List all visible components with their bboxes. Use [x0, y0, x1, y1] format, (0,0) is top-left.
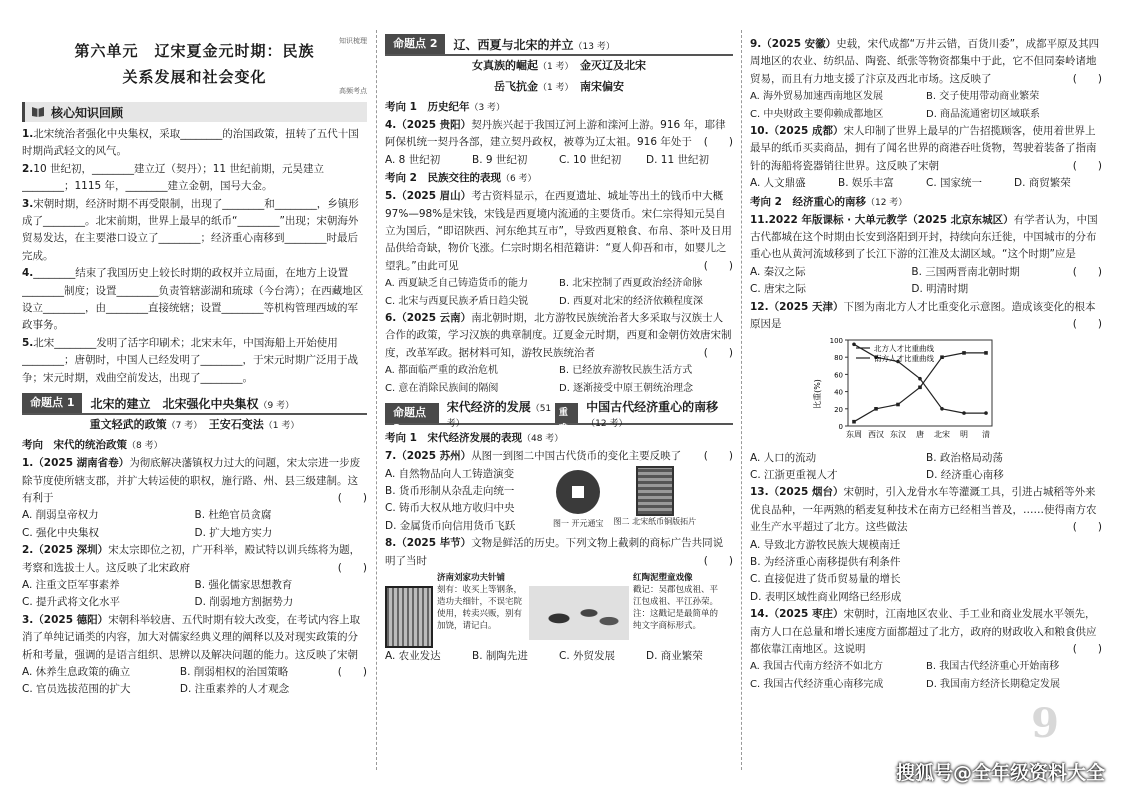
- option[interactable]: D. 我国南方经济长期稳定发展: [926, 678, 1061, 690]
- option[interactable]: B. 货币形制从杂乱走向统一: [385, 484, 515, 497]
- option[interactable]: A. 我国古代南方经济不如北方: [750, 661, 884, 673]
- option[interactable]: B. 制陶先进: [472, 649, 528, 662]
- option[interactable]: C. 外贸发展: [559, 649, 616, 662]
- topic3-title2: 中国古代经济重心的南移（12 考）: [586, 399, 719, 429]
- question-3: 3.（2025 德阳）宋朝科举较唐、五代时期有较大改变，在考试内容上取消了单纯记诵类的内容，加大对儒家经典义理的阐释以及对现实政策的分析和考量，强调的是语言组织、思辨以及解决问题的能力。这反映了宋朝 ( ): [22, 613, 367, 678]
- column-divider: [741, 30, 742, 770]
- option[interactable]: C. 直接促进了货币贸易量的增长: [750, 573, 901, 586]
- key-review-item: 3.宋朝时期，经济时期不再受限制，出现了________和________，乡镇形成了________。北宋前期，世界上最早的纸币“________”出现；宋朝海外贸易发达，在主要港口设立了________；经济重心南移到________时最后完成。: [22, 197, 359, 262]
- option[interactable]: A. 8 世纪初: [385, 153, 441, 166]
- clay-figurines-image: [529, 586, 629, 640]
- topic2-subtitles-2: 岳飞抗金（1 考） 南宋偏安: [493, 80, 625, 93]
- topic2-badge: 命题点 2: [385, 34, 445, 54]
- question-10: 10.（2025 成都）宋人印制了世界上最早的广告招揽顾客，使用着世界上最早的纸币买卖商品，拥有了闻名世界的商港吞吐货物，驾驶着装备了指南针的海船将瓷器销往世界。这反映了宋朝 ( ): [750, 125, 1102, 172]
- data-point: [896, 402, 900, 406]
- question-11-options: [750, 264, 1073, 299]
- material-2: 红陶泥塑童戏像 戳记：吴郡包成祖、平江包成祖、平江孙荣。注：这戳记是最简单的纯文字商标形式。: [633, 572, 719, 631]
- x-tick-label: 东周: [846, 429, 862, 439]
- unit-tag-bottom: 高频考点: [339, 87, 367, 95]
- data-point: [940, 355, 944, 359]
- topic2-subtitles-1: 女真族的崛起（1 考） 金灭辽及北宋: [471, 59, 647, 72]
- option[interactable]: A. 注重文臣军事素养: [22, 578, 120, 591]
- key-review-label: 核心知识回顾: [51, 105, 124, 120]
- question-6: 6.（2025 云南）南北朝时期，北方游牧民族统治者大多采取与汉族士人合作的政策，学习汉族的典章制度。辽夏金元时期，西夏和金朝仿效唐宋制度，改革军政。据材料可知，游牧民族统治者 ( ): [385, 312, 733, 359]
- y-tick-label: 40: [834, 388, 843, 397]
- option[interactable]: A. 导致北方游牧民族大规模南迁: [750, 538, 901, 551]
- kaiyuan-coin-image: [556, 470, 600, 514]
- topic3-direction-2: 考向 2 经济重心的南移（12 考）: [750, 195, 908, 208]
- middle-column: [385, 0, 733, 793]
- left-column: [22, 0, 367, 793]
- topic1-badge: 命题点 1: [22, 393, 82, 413]
- data-point: [984, 351, 988, 355]
- x-tick-label: 西汉: [868, 429, 884, 439]
- data-point: [962, 411, 966, 415]
- option[interactable]: C. 官员选拔范围的扩大: [22, 683, 131, 696]
- needle-shop-plate-image: [385, 586, 433, 648]
- option[interactable]: D. 经济重心南移: [926, 468, 1004, 481]
- option[interactable]: C. 意在消除民族间的隔阂: [385, 382, 499, 394]
- option[interactable]: C. 铸币大权从地方收归中央: [385, 502, 515, 515]
- x-tick-label: 东汉: [890, 429, 906, 439]
- chart-ylabel: 比重(%): [813, 378, 822, 409]
- question-7-body: [385, 466, 733, 536]
- option[interactable]: D. 削弱地方割据势力: [194, 596, 294, 609]
- option[interactable]: A. 人文鼎盛: [750, 177, 806, 190]
- data-point: [852, 419, 856, 423]
- option[interactable]: C. 北宋与西夏民族矛盾日趋尖锐: [385, 295, 529, 307]
- option[interactable]: B. 已经放弃游牧民族生活方式: [559, 365, 693, 377]
- data-point: [984, 411, 988, 415]
- question-5: 5.（2025 眉山）考古资料显示，在西夏遗址、城址等出土的钱币中大概 97%—98%是宋钱，宋钱是西夏境内流通的主要货币。宋仁宗得知元昊自立为国后，“即诏陕西、河东绝其互市”，导致西夏粮食、布帛、茶叶及日用品供给奇缺，物价飞涨。仁宗时期名相范籍讲：“夏人仰吾和市，如婴儿之望乳。”由此可见 ( ): [385, 190, 733, 272]
- option[interactable]: A. 农业发达: [385, 649, 441, 662]
- right-column: [750, 0, 1102, 793]
- page-number: 9: [1031, 700, 1059, 747]
- question-7: 7.（2025 苏州）从图一到图二中国古代货币的变化主要反映了 ( ): [385, 450, 733, 463]
- option[interactable]: C. 强化中央集权: [22, 526, 100, 539]
- talent-ratio-chart: [810, 334, 1000, 446]
- question-9-options: [750, 88, 1102, 123]
- option[interactable]: B. 强化儒家思想教育: [194, 578, 293, 591]
- question-3-options: [22, 664, 338, 699]
- topic2-direction-2: 考向 2 民族交往的表现（6 考）: [385, 172, 537, 185]
- topic1-subtitles: 重文轻武的政策（7 考） 王安石变法（1 考）: [89, 418, 300, 432]
- option[interactable]: B. 娱乐丰富: [838, 177, 894, 190]
- y-tick-label: 60: [834, 370, 843, 379]
- option[interactable]: B. 9 世纪初: [472, 153, 528, 166]
- option[interactable]: D. 明清时期: [911, 283, 969, 296]
- legend-label: 南方人才比重曲线: [874, 353, 934, 363]
- column-divider: [376, 30, 377, 770]
- key-review-item: 2.10 世纪初，________建立辽（契丹）；11 世纪前期，元昊建立________；1115 年，________建立金朝，国号大金。: [22, 162, 324, 193]
- option[interactable]: D. 注重素养的人才观念: [179, 683, 290, 696]
- option[interactable]: C. 提升武将文化水平: [22, 596, 121, 609]
- option[interactable]: D. 扩大地方实力: [194, 526, 273, 539]
- option[interactable]: A. 都面临严重的政治危机: [385, 365, 499, 377]
- question-2-options: [22, 577, 367, 612]
- key-review-item: 1.北宋统治者强化中央集权，采取________的治国政策，扭转了五代十国时期尚武轻文的风气。: [22, 128, 359, 158]
- option[interactable]: D. 金属货币向信用货币飞跃: [385, 519, 516, 532]
- topic1-header: [22, 393, 367, 415]
- data-point: [940, 407, 944, 411]
- question-13: 13.（2025 烟台）宋朝时，引入龙骨水车等灌溉工具，引进占城稻等外来优良品种，一年两熟的稻麦复种技术在南方已经相当普及，……使得南方农业生产水平超过了北方。这些做法 ( ): [750, 486, 1102, 534]
- option[interactable]: A. 人口的流动: [750, 451, 817, 464]
- question-13-options: [750, 537, 1102, 607]
- option[interactable]: B. 杜绝官员贪腐: [194, 509, 272, 522]
- option[interactable]: D. 表明区域性商业网络已经形成: [750, 590, 902, 603]
- option[interactable]: D. 商品流通密切区域联系: [926, 108, 1041, 120]
- x-tick-label: 清: [982, 429, 990, 439]
- option[interactable]: D. 11 世纪初: [646, 153, 709, 166]
- figure-2: [614, 466, 697, 536]
- book-icon: [31, 105, 45, 120]
- unit-subtitle: 关系发展和社会变化: [122, 68, 267, 86]
- option[interactable]: D. 西夏对北宋的经济依赖程度深: [559, 295, 704, 307]
- question-4: 4.（2025 贵阳）契丹族兴起于我国辽河上游和滦河上游。916 年，耶律阿保机统一契丹各部，建立契丹政权，被尊为辽太祖。916 年处于 ( ): [385, 119, 733, 149]
- data-point: [918, 376, 922, 380]
- question-14: 14.（2025 枣庄）宋朝时，江南地区农业、手工业和商业发展水平领先，南方人口在总量和增长速度方面都超过了北方，政府的财政收入和粮食供应都依靠江南地区。这说明 ( ): [750, 608, 1102, 655]
- figure-1: [553, 466, 604, 536]
- x-tick-label: 唐: [916, 429, 924, 439]
- topic3-header: [385, 399, 733, 436]
- option[interactable]: C. 10 世纪初: [559, 153, 622, 166]
- question-7-options: [385, 466, 545, 536]
- topic3-tag: 重难: [555, 403, 578, 423]
- talent-chart-wrap: [750, 334, 1102, 450]
- question-12: 12.（2025 天津）下图为南北方人才比重变化示意图。造成该变化的根本原因是 ( ): [750, 300, 1102, 331]
- question-2: 2.（2025 深圳）宋太宗即位之初，广开科举，殿试特以训兵练将为题，考察和选拔士人。这反映了北宋政府 ( ): [22, 544, 367, 574]
- watermark: 搜狐号@全年级资料大全: [895, 762, 1105, 784]
- data-point: [874, 407, 878, 411]
- y-tick-label: 100: [829, 336, 843, 345]
- figure-1-caption: 图一 开元通宝: [553, 518, 604, 528]
- question-10-options: [750, 175, 1102, 192]
- y-tick-label: 20: [834, 405, 843, 414]
- option[interactable]: B. 交子使用带动商业繁荣: [926, 91, 1040, 103]
- question-1-options: [22, 507, 367, 542]
- x-tick-label: 北宋: [934, 429, 950, 439]
- option[interactable]: A. 海外贸易加速西南地区发展: [750, 91, 884, 103]
- topic2-header: [385, 34, 733, 56]
- option[interactable]: C. 我国古代经济重心南移完成: [750, 678, 884, 690]
- question-5-options: [385, 275, 733, 310]
- option[interactable]: A. 自然物品向人工铸造演变: [385, 467, 515, 480]
- option[interactable]: A. 西夏缺乏自己铸造货币的能力: [385, 278, 529, 290]
- legend-label: 北方人才比重曲线: [874, 343, 934, 353]
- option[interactable]: C. 国家统一: [926, 177, 983, 190]
- x-tick-label: 明: [960, 429, 968, 439]
- option[interactable]: B. 北宋控制了西夏政治经济命脉: [559, 278, 703, 290]
- data-point: [852, 342, 856, 346]
- question-4-options: [385, 152, 733, 169]
- y-tick-label: 80: [834, 353, 843, 362]
- topic3-badge: 命题点 3: [385, 403, 439, 423]
- option[interactable]: A. 削弱皇帝权力: [22, 509, 99, 522]
- option[interactable]: D. 商业繁荣: [646, 649, 703, 662]
- option[interactable]: A. 休养生息政策的确立: [22, 665, 131, 678]
- question-8: 8.（2025 毕节）文物是鲜活的历史。下列文物上截刺的商标广告共同说明了当时 ( ): [385, 537, 733, 567]
- option[interactable]: D. 逐渐接受中原王朝统治理念: [559, 382, 694, 394]
- option[interactable]: C. 江浙更重视人才: [750, 468, 838, 481]
- question-6-options: [385, 362, 733, 397]
- material-1: 济南刘家功夫针铺 刻有：收买上等钢条，造功夫细针，不误宅院使用，转卖兴贩，别有加饶，请记白。: [437, 572, 523, 631]
- option[interactable]: C. 唐宋之际: [750, 283, 807, 296]
- topic1-direction: 考向 宋代的统治政策（8 考）: [22, 439, 163, 452]
- option[interactable]: B. 为经济重心南移提供有利条件: [750, 555, 901, 568]
- y-tick-label: 0: [838, 422, 843, 431]
- key-review-item: 5.北宋________发明了活字印刷术；北宋末年，中国海船上开始使用________；唐朝时，中国人已经发明了________，于宋元时期广泛用于战争；宋元时期，戏曲空前发达，出现了________。: [22, 336, 358, 384]
- key-review-item: 4.________结束了我国历史上较长时期的政权并立局面，在地方上设置________制度；设置________负责管辖澎湖和琉球（今台湾）；在西藏地区设立________，由________直接统辖；设置________等机构管理西域的军政事务。: [22, 267, 364, 332]
- topic2-direction-1: 考向 1 历史纪年（3 考）: [385, 101, 506, 113]
- figure-2-caption: 图二 北宋纸币铜版拓片: [613, 516, 697, 526]
- unit-title: 第六单元 辽宋夏金元时期：民族: [74, 42, 315, 60]
- data-point: [918, 385, 922, 389]
- question-8-options: [385, 648, 733, 665]
- question-11: 11.2022 年版课标 · 大单元教学（2025 北京东城区）有学者认为，中国古代都城在这个时期由长安到洛阳到开封，持续向东迁徙，中国城市的分布重心也从黄河流域移到了长江下游的江淮及太湖区域。“这个时期”应是 ( ): [750, 213, 1102, 278]
- option[interactable]: D. 商贸繁荣: [1014, 177, 1071, 190]
- question-1: 1.（2025 湖南省卷）为彻底解决藩镇权力过大的问题，宋太宗进一步废除节度使所辖支郡，并扩大转运使的职权，施行路、州、县三级建制。这有利于 ( ): [22, 457, 367, 504]
- topic3-title: 宋代经济的发展（51 考）: [446, 399, 552, 429]
- question-14-options: [750, 658, 1102, 693]
- unit-tag-top: 知识梳理: [339, 37, 367, 45]
- option[interactable]: B. 政治格局动荡: [926, 451, 1003, 464]
- topic1-title: 北宋的建立 北宋强化中央集权（9 考）: [90, 396, 295, 411]
- option[interactable]: B. 削弱相权的治国策略: [179, 665, 289, 678]
- question-9: 9.（2025 安徽）史载，宋代成都“万井云错，百货川委”，成都平原及其四周地区的农业、纺织品、陶瓷、纸张等物资都集中于此，它不但同秦岭诸地贸易，而且有力地支援了汴京及西北市场。这反映了 ( ): [750, 38, 1102, 85]
- question-12-options: [750, 450, 1102, 485]
- key-review-header: [22, 102, 367, 122]
- topic3-direction-1: 考向 1 宋代经济发展的表现（48 考）: [385, 432, 564, 445]
- question-8-materials: [385, 572, 733, 648]
- option[interactable]: A. 秦汉之际: [750, 265, 806, 278]
- data-point: [962, 351, 966, 355]
- option[interactable]: B. 三国两晋南北朝时期: [911, 265, 1020, 278]
- option[interactable]: C. 中央财政主要仰赖成都地区: [750, 108, 884, 120]
- option[interactable]: B. 我国古代经济重心开始南移: [926, 661, 1060, 673]
- paper-money-image: [636, 466, 674, 516]
- topic2-title: 辽、西夏与北宋的并立（13 考）: [453, 37, 615, 52]
